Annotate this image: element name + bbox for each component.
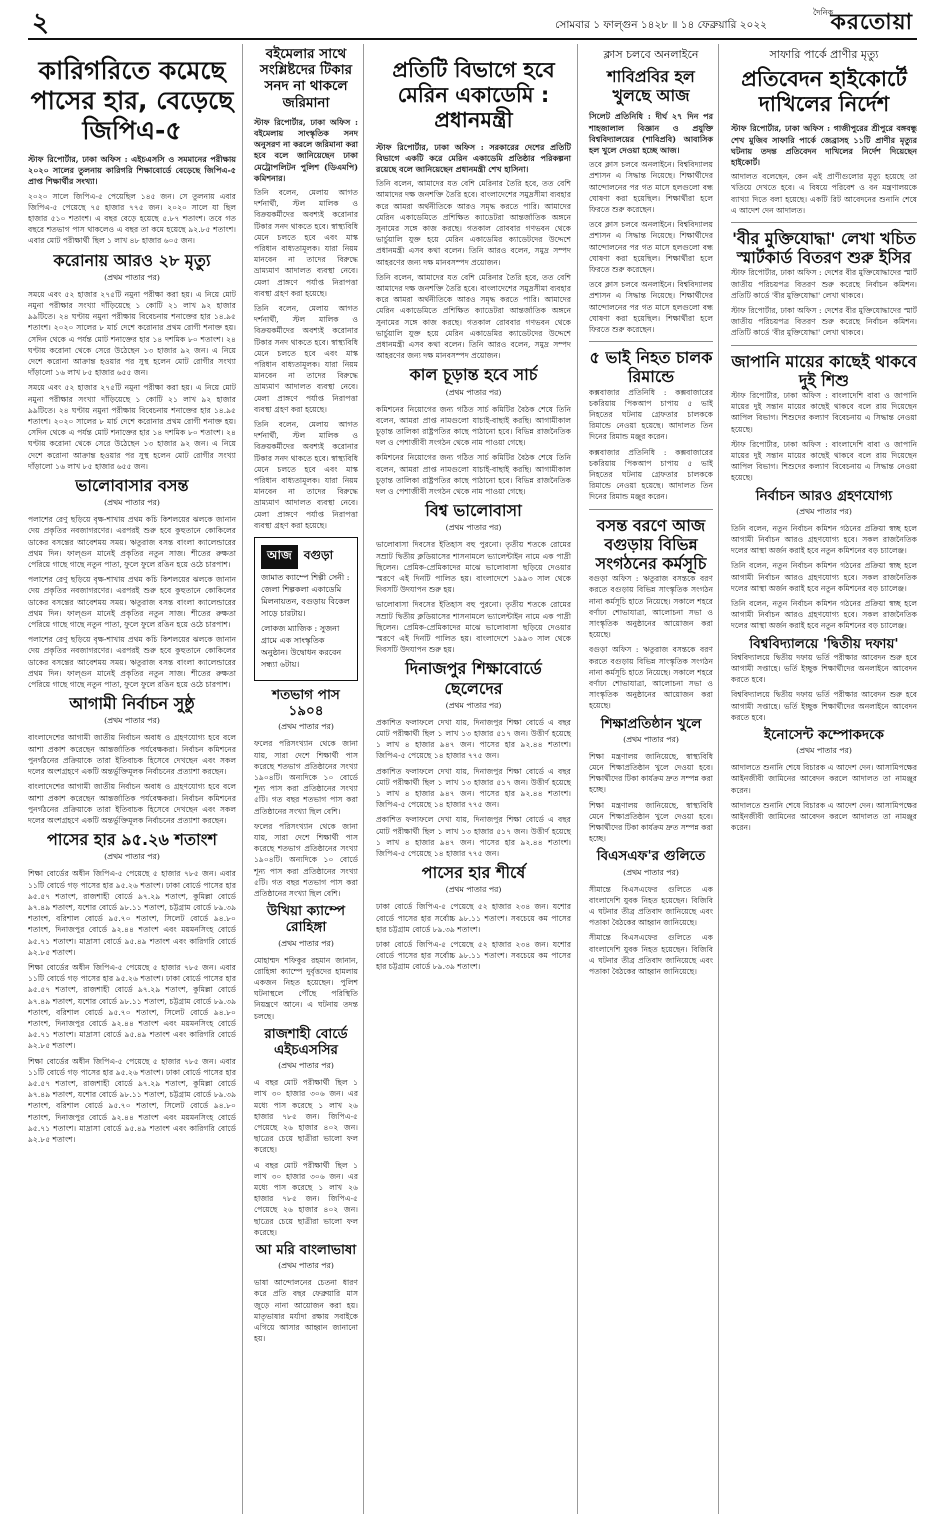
col1-sub1-note: (প্রথম পাতার পর): [104, 272, 160, 282]
col4-divider-2: [589, 509, 713, 510]
col1-body5: শিক্ষা বোর্ডের অধীন জিপিএ-৫ পেয়েছে ৫ হাজার ৭৮৫ জন। এবার ১১টি বোর্ডে গড় পাসের হার ৯৫.২৬ শতাংশ। ঢাকা বোর্ডে পাসের হার ৯৫.৫৭ শতাংশ, রাজশাহী বোর্ডে ৯৭.২৯ শতাংশ, কুমিল্লা বোর্ডে ৯৭.৪৯ শতাংশ, যশোর বোর্ডে ৯৮.১১ শতাংশ, চট্টগ্রাম বোর্ডে ৮৯.৩৯ শতাংশ, বরিশাল বোর্ডে ৯৫.৭০ শতাংশ, সিলেট বোর্ডে ৯৪.৮০ শতাংশ, দিনাজপুর বোর্ডে ৯২.৪৪ শতাংশ এবং ময়মনসিংহ বোর্ডে ৯৫.৭১ শতাংশ। মাদ্রাসা বোর্ডে ৯৫.৪৯ শতাংশ এবং কারিগরি বোর্ডে ৯২.৮৫ শতাংশ।: [28, 869, 236, 957]
col2-headline: বইমেলার সাথে সংশ্লিষ্টদের টিকার সনদ না থাকলে জরিমানা: [259, 46, 353, 111]
col3-sub3-note: (প্রথম পাতার পর): [445, 700, 502, 710]
masthead-small: দৈনিক: [813, 8, 834, 17]
col4-sub3: শিক্ষাপ্রতিষ্ঠান খুলে: [600, 715, 702, 732]
col2-sub3-note: (প্রথম পাতার পর): [278, 1061, 334, 1071]
col4-body4: শিক্ষা মন্ত্রণালয় জানিয়েছে, স্বাস্থ্যবিধি মেনে শিক্ষাপ্রতিষ্ঠান খুলে দেওয়া হবে। শিক্ষার্থীদের টিকা কার্যক্রম দ্রুত সম্পন্ন করা হচ্ছে।: [589, 751, 713, 795]
col3-body1b: তিনি বলেন, আমাদের যত বেশি মেরিনার তৈরি হবে, তত বেশি আমাদের দক্ষ জনশক্তি তৈরি হবে। বাংলাদেশের সমুদ্রসীমা ব্যবহার করে আমরা অর্থনীতিকে আরও সমৃদ্ধ করতে পারি। আমাদের মেরিন একাডেমিতে প্রশিক্ষিত ক্যাডেটরা আন্তর্জাতিক অঙ্গনে সুনামের সঙ্গে কাজ করছে। গতকাল রোববার গণভবন থেকে ভার্চুয়ালি যুক্ত হয়ে মেরিন একাডেমির ক্যাডেটদের উদ্দেশে প্রধানমন্ত্রী এসব কথা বলেন। তিনি আরও বলেন, সমুদ্র সম্পদ আহরণের জন্য দক্ষ মানবসম্পদ প্রয়োজন।: [376, 272, 571, 361]
col5-body1: আদালত বলেছেন, কেন এই প্রাণীগুলোর মৃত্যু হয়েছে তা খতিয়ে দেখতে হবে। এ বিষয়ে পরিবেশ ও বন মন্ত্রণালয়কে ব্যাখ্যা দিতে বলা হয়েছে। একটি রিট আবেদনের শুনানি শেষে এ আদেশ দেন আদালত।: [731, 172, 917, 215]
col5-body4b: তিনি বলেন, নতুন নির্বাচন কমিশন গঠনের প্রক্রিয়া স্বচ্ছ হলে আগামী নির্বাচন আরও গ্রহণযোগ্য হবে। সকল রাজনৈতিক দলের আস্থা অর্জন করাই হবে নতুন কমিশনের বড় চ্যালেঞ্জ।: [731, 561, 917, 593]
col1-sub4-note: (প্রথম পাতার পর): [104, 852, 160, 862]
col5-divider-1: [731, 222, 917, 223]
col1-body2: সময়ে এবং ৫২ হাজার ২৭৫টি নমুনা পরীক্ষা করা হয়। এ নিয়ে মোট নমুনা পরীক্ষার সংখ্যা দাঁড়িয়েছে ১ কোটি ২১ লাখ ৯২ হাজার ৯৯টিতে। ২৪ ঘণ্টায় নমুনা পরীক্ষায় বিবেচনায় শনাক্তের হার ১৪.৯৫ শতাংশ। ২০২০ সালের ৮ মার্চ দেশে করোনার প্রথম রোগী শনাক্ত হয়। সেদিন থেকে এ পর্যন্ত মোট শনাক্তের হার ১৪ দশমিক ৮০ শতাংশ। ২৪ ঘণ্টায় করোনা থেকে সেরে উঠেছেন ১৩ হাজার ৯২ জন। এ নিয়ে দেশে করোনা আক্রান্ত হওয়ার পর সুস্থ হলেন মোট রোগীর সংখ্যা দাঁড়ালো ১৬ লাখ ৮৫ হাজার ৬৫৫ জন।: [28, 289, 236, 378]
col3-sub2-note: (প্রথম পাতার পর): [445, 523, 502, 533]
col4-sub1: ৫ ভাই নিহত চালক রিমান্ডে: [589, 348, 713, 387]
col5-body6b: আদালতে শুনানি শেষে বিচারক এ আদেশ দেন। আসামিপক্ষের আইনজীবী জামিনের আবেদন করলে আদালত তা নামঞ্জুর করেন।: [731, 800, 917, 833]
col3-body3: ভালোবাসা দিবসের ইতিহাস বহু পুরনো। তৃতীয় শতকে রোমের সম্রাট দ্বিতীয় ক্লডিয়াসের শাসনামলে ভ্যালেন্টাইন নামে এক পাদ্রী ছিলেন। প্রেমিক-প্রেমিকাদের মাঝে ভালোবাসা ছড়িয়ে দেওয়ার স্মরণে এই দিনটি পালিত হয়। বাংলাদেশে ১৯৯৩ সাল থেকে দিবসটি উদযাপন শুরু হয়।: [376, 540, 571, 595]
col2-sub2: উখিয়া ক্যাম্পে রোহিঙ্গা: [266, 903, 346, 936]
col5-body2b: স্টাফ রিপোর্টার, ঢাকা অফিস : দেশের বীর মুক্তিযোদ্ধাদের স্মার্ট জাতীয় পরিচয়পত্র বিতরণ শুরু করেছে নির্বাচন কমিশন। প্রতিটি কার্ডে 'বীর মুক্তিযোদ্ধা' লেখা থাকবে।: [731, 305, 917, 338]
col1-lede: স্টাফ রিপোর্টার, ঢাকা অফিস : এইচএসসি ও সমমানের পরীক্ষায় ২০২০ সালের তুলনায় কারিগরি শিক্ষাবোর্ডে বেড়েছে জিপিএ-৫ প্রাপ্ত শিক্ষার্থীর সংখ্যা।: [28, 154, 236, 187]
col4-sub4-note: (প্রথম পাতার পর): [623, 867, 679, 877]
col3-sub4-note: (প্রথম পাতার পর): [445, 885, 502, 895]
col2-body4: এ বছর মোট পরীক্ষার্থী ছিল ১ লাখ ৩০ হাজার ৩০৬ জন। এর মধ্যে পাস করেছে ১ লাখ ২৬ হাজার ৭৮৫ জন। জিপিএ-৫ পেয়েছে ২৬ হাজার ৪০২ জন। ছাত্রের চেয়ে ছাত্রীরা ভালো ফল করেছে।: [254, 1078, 358, 1155]
col1-body4: বাংলাদেশের আগামী জাতীয় নির্বাচন অবাধ ও গ্রহণযোগ্য হবে বলে আশা প্রকাশ করেছেন আন্তর্জাতিক পর্যবেক্ষকরা। নির্বাচন কমিশনের পুনর্গঠনের প্রক্রিয়াকে তারা ইতিবাচক হিসেবে দেখছেন এবং সকল দলের অংশগ্রহণে একটি অন্তর্ভুক্তিমূলক নির্বাচনের প্রত্যাশা করছেন।: [28, 733, 236, 777]
col1-body4b: বাংলাদেশের আগামী জাতীয় নির্বাচন অবাধ ও গ্রহণযোগ্য হবে বলে আশা প্রকাশ করেছেন আন্তর্জাতিক পর্যবেক্ষকরা। নির্বাচন কমিশনের পুনর্গঠনের প্রক্রিয়াকে তারা ইতিবাচক হিসেবে দেখছেন এবং সকল দলের অংশগ্রহণে একটি অন্তর্ভুক্তিমূলক নির্বাচনের প্রত্যাশা করছেন।: [28, 782, 236, 825]
col4-body3b: বগুড়া অফিস : ঋতুরাজ বসন্তকে বরণ করতে বগুড়ায় বিভিন্ন সাংস্কৃতিক সংগঠন নানা কর্মসূচি হাতে নিয়েছে। সকালে শহরে বর্ণাঢ্য শোভাযাত্রা, আলোচনা সভা ও সাংস্কৃতিক অনুষ্ঠানের আয়োজন করা হয়েছে।: [589, 645, 713, 711]
col4-body4b: শিক্ষা মন্ত্রণালয় জানিয়েছে, স্বাস্থ্যবিধি মেনে শিক্ষাপ্রতিষ্ঠান খুলে দেওয়া হবে। শিক্ষার্থীদের টিকা কার্যক্রম দ্রুত সম্পন্ন করা হচ্ছে।: [589, 800, 713, 844]
col3-sub2: বিশ্ব ভালোবাসা: [425, 501, 522, 521]
col5-body3b: স্টাফ রিপোর্টার, ঢাকা অফিস : বাংলাদেশি বাবা ও জাপানি মায়ের দুই সন্তান মায়ের কাছেই থাকবে বলে রায় দিয়েছেন আপিল বিভাগ। শিশুদের কল্যাণ বিবেচনায় এ সিদ্ধান্ত নেওয়া হয়েছে।: [731, 439, 917, 483]
col4-body2b: কক্সবাজার প্রতিনিধি : কক্সবাজারের চকরিয়ায় পিকআপ চাপায় ৫ ভাই নিহতের ঘটনায় গ্রেফতার চালককে রিমান্ডে নেওয়া হয়েছে। আদালত তিন দিনের রিমান্ড মঞ্জুর করেন।: [589, 447, 713, 502]
col1-body5b: শিক্ষা বোর্ডের অধীন জিপিএ-৫ পেয়েছে ৫ হাজার ৭৮৫ জন। এবার ১১টি বোর্ডে গড় পাসের হার ৯৫.২৬ শতাংশ। ঢাকা বোর্ডে পাসের হার ৯৫.৫৭ শতাংশ, রাজশাহী বোর্ডে ৯৭.২৯ শতাংশ, কুমিল্লা বোর্ডে ৯৭.৪৯ শতাংশ, যশোর বোর্ডে ৯৮.১১ শতাংশ, চট্টগ্রাম বোর্ডে ৮৯.৩৯ শতাংশ, বরিশাল বোর্ডে ৯৫.৭০ শতাংশ, সিলেট বোর্ডে ৯৪.৮০ শতাংশ, দিনাজপুর বোর্ডে ৯২.৪৪ শতাংশ এবং ময়মনসিংহ বোর্ডে ৯৫.৭১ শতাংশ। মাদ্রাসা বোর্ডে ৯৫.৪৯ শতাংশ এবং কারিগরি বোর্ডে ৯২.৮৫ শতাংশ।: [28, 962, 236, 1051]
col1-sub2: ভালোবাসার বসন্ত: [75, 476, 189, 496]
col1-sub2-note: (প্রথম পাতার পর): [104, 498, 160, 508]
column-4: [584, 44, 719, 1514]
col4-body1c: তবে ক্লাস চলবে অনলাইনে। বিশ্ববিদ্যালয় প্রশাসন এ সিদ্ধান্ত নিয়েছে। শিক্ষার্থীদের আন্দোলনের পর গত মাসে হলগুলো বন্ধ ঘোষণা করা হয়েছিল। শিক্ষার্থীরা হলে ফিরতে শুরু করেছেন।: [589, 280, 713, 335]
col3-body2: কমিশনের নিয়োগের জন্য গঠিত সার্চ কমিটির বৈঠক শেষে তিনি বলেন, আমরা প্রাপ্ত নামগুলো যাচাই-বাছাই করছি। আগামীকাল চূড়ান্ত তালিকা রাষ্ট্রপতির কাছে পাঠানো হবে। বিভিন্ন রাজনৈতিক দল ও পেশাজীবী সংগঠন থেকে নাম পাওয়া গেছে।: [376, 404, 571, 448]
page-header: [28, 6, 917, 40]
col5-body6: আদালতে শুনানি শেষে বিচারক এ আদেশ দেন। আসামিপক্ষের আইনজীবী জামিনের আবেদন করলে আদালত তা নামঞ্জুর করেন।: [731, 763, 917, 795]
col3-body4b: প্রকাশিত ফলাফলে দেখা যায়, দিনাজপুর শিক্ষা বোর্ডে এ বছর মোট পরীক্ষার্থী ছিল ১ লাখ ১৩ হাজার ৫১৭ জন। উত্তীর্ণ হয়েছে ১ লাখ ৪ হাজার ৯৪৭ জন। পাসের হার ৯২.৪৪ শতাংশ। জিপিএ-৫ পেয়েছে ১৪ হাজার ৭৭৫ জন।: [376, 766, 571, 810]
col1-sub3-note: (প্রথম পাতার পর): [104, 716, 160, 726]
col1-sub1: করোনায় আরও ২৮ মৃত্যু: [53, 250, 211, 270]
col5-sub5-note: (প্রথম পাতার পর): [796, 746, 852, 756]
col1-sub3: আগামী নির্বাচন সুষ্ঠু: [69, 694, 195, 714]
col5-sub3: নির্বাচন আরও গ্রহণযোগ্য: [755, 487, 893, 504]
col5-body4c: তিনি বলেন, নতুন নির্বাচন কমিশন গঠনের প্রক্রিয়া স্বচ্ছ হলে আগামী নির্বাচন আরও গ্রহণযোগ্য হবে। সকল রাজনৈতিক দলের আস্থা অর্জন করাই হবে নতুন কমিশনের বড় চ্যালেঞ্জ।: [731, 599, 917, 631]
col2-lede: স্টাফ রিপোর্টার, ঢাকা অফিস : বইমেলায় সাংস্কৃতিক সনদ অনুসরণ না করলে জরিমানা করা হবে বলে জানিয়েছেন ঢাকা মেট্রোপলিটন পুলিশ (ডিএমপি) কমিশনার।: [254, 116, 358, 183]
col4-divider-1: [589, 341, 713, 342]
col4-body1b: তবে ক্লাস চলবে অনলাইনে। বিশ্ববিদ্যালয় প্রশাসন এ সিদ্ধান্ত নিয়েছে। শিক্ষার্থীদের আন্দোলনের পর গত মাসে হলগুলো বন্ধ ঘোষণা করা হয়েছিল। শিক্ষার্থীরা হলে ফিরতে শুরু করেছেন।: [589, 220, 713, 275]
col4-body2: কক্সবাজার প্রতিনিধি : কক্সবাজারের চকরিয়ায় পিকআপ চাপায় ৫ ভাই নিহতের ঘটনায় গ্রেফতার চালককে রিমান্ডে নেওয়া হয়েছে। আদালত তিন দিনের রিমান্ড মঞ্জুর করেন।: [589, 387, 713, 442]
col3-sub3: দিনাজপুর শিক্ষাবোর্ডে ছেলেদের: [405, 659, 542, 698]
col1-sub4: পাসের হার ৯৫.২৬ শতাংশ: [47, 830, 217, 850]
col5-sub5: ইনোসেন্ট কম্পোকদকে: [764, 727, 884, 744]
col2-sub2-note: (প্রথম পাতার পর): [278, 938, 334, 948]
col3-body4c: প্রকাশিত ফলাফলে দেখা যায়, দিনাজপুর শিক্ষা বোর্ডে এ বছর মোট পরীক্ষার্থী ছিল ১ লাখ ১৩ হাজার ৫১৭ জন। উত্তীর্ণ হয়েছে ১ লাখ ৪ হাজার ৯৪৭ জন। পাসের হার ৯২.৪৪ শতাংশ। জিপিএ-৫ পেয়েছে ১৪ হাজার ৭৭৫ জন।: [376, 815, 571, 859]
col2-body3: মোহাম্মদ শফিকুর রহমান জানান, রোহিঙ্গা ক্যাম্পে দুর্বৃত্তদের হামলায় একজন নিহত হয়েছেন। পুলিশ ঘটনাস্থলে পৌঁছে পরিস্থিতি নিয়ন্ত্রণে আনে। এ ঘটনায় তদন্ত চলছে।: [254, 955, 358, 1021]
col1-body2b: সময়ে এবং ৫২ হাজার ২৭৫টি নমুনা পরীক্ষা করা হয়। এ নিয়ে মোট নমুনা পরীক্ষার সংখ্যা দাঁড়িয়েছে ১ কোটি ২১ লাখ ৯২ হাজার ৯৯টিতে। ২৪ ঘণ্টায় নমুনা পরীক্ষায় বিবেচনায় শনাক্তের হার ১৪.৯৫ শতাংশ। ২০২০ সালের ৮ মার্চ দেশে করোনার প্রথম রোগী শনাক্ত হয়। সেদিন থেকে এ পর্যন্ত মোট শনাক্তের হার ১৪ দশমিক ৮০ শতাংশ। ২৪ ঘণ্টায় করোনা থেকে সেরে উঠেছেন ১৩ হাজার ৯২ জন। এ নিয়ে দেশে করোনা আক্রান্ত হওয়ার পর সুস্থ হলেন মোট রোগীর সংখ্যা দাঁড়ালো ১৬ লাখ ৮৫ হাজার ৬৫৫ জন।: [28, 383, 236, 471]
masthead-name: করতোয়া: [830, 10, 913, 35]
col2-body1: তিনি বলেন, মেলায় আগত দর্শনার্থী, স্টল মালিক ও বিক্রয়কর্মীদের অবশ্যই করোনার টিকার সনদ থাকতে হবে। স্বাস্থ্যবিধি মেনে চলতে হবে এবং মাস্ক পরিধান বাধ্যতামূলক। যারা নিয়ম মানবেন না তাদের বিরুদ্ধে ভ্রাম্যমাণ আদালত ব্যবস্থা নেবে। মেলা প্রাঙ্গণে পর্যাপ্ত নিরাপত্তা ব্যবস্থা গ্রহণ করা হয়েছে।: [254, 187, 358, 298]
col2-sub4: আ মরি বাংলাভাষা: [255, 1242, 357, 1259]
col2-body1c: তিনি বলেন, মেলায় আগত দর্শনার্থী, স্টল মালিক ও বিক্রয়কর্মীদের অবশ্যই করোনার টিকার সনদ থাকতে হবে। স্বাস্থ্যবিধি মেনে চলতে হবে এবং মাস্ক পরিধান বাধ্যতামূলক। যারা নিয়ম মানবেন না তাদের বিরুদ্ধে ভ্রাম্যমাণ আদালত ব্যবস্থা নেবে। মেলা প্রাঙ্গণে পর্যাপ্ত নিরাপত্তা ব্যবস্থা গ্রহণ করা হয়েছে।: [254, 420, 358, 530]
col4-headline: শাবিপ্রবির হল খুলছে আজ: [607, 67, 695, 106]
col4-sub3-note: (প্রথম পাতার পর): [623, 734, 679, 744]
col3-body3b: ভালোবাসা দিবসের ইতিহাস বহু পুরনো। তৃতীয় শতকে রোমের সম্রাট দ্বিতীয় ক্লডিয়াসের শাসনামলে ভ্যালেন্টাইন নামে এক পাদ্রী ছিলেন। প্রেমিক-প্রেমিকাদের মাঝে ভালোবাসা ছড়িয়ে দেওয়ার স্মরণে এই দিনটি পালিত হয়। বাংলাদেশে ১৯৯৩ সাল থেকে দিবসটি উদযাপন শুরু হয়।: [376, 600, 571, 655]
col5-body4: তিনি বলেন, নতুন নির্বাচন কমিশন গঠনের প্রক্রিয়া স্বচ্ছ হলে আগামী নির্বাচন আরও গ্রহণযোগ্য হবে। সকল রাজনৈতিক দলের আস্থা অর্জন করাই হবে নতুন কমিশনের বড় চ্যালেঞ্জ।: [731, 523, 917, 556]
col3-sub1-note: (প্রথম পাতার পর): [445, 387, 502, 397]
page-number: ২: [32, 8, 49, 38]
col2-body5: ভাষা আন্দোলনের চেতনা ধারণ করে প্রতি বছর ফেব্রুয়ারি মাস জুড়ে নানা আয়োজন করা হয়। মাতৃভাষার মর্যাদা রক্ষায় সবাইকে এগিয়ে আসার আহ্বান জানানো হয়।: [254, 1278, 358, 1344]
today-box-title: বগুড়া: [303, 548, 334, 563]
column-1: [28, 44, 243, 1514]
col2-body1b: তিনি বলেন, মেলায় আগত দর্শনার্থী, স্টল মালিক ও বিক্রয়কর্মীদের অবশ্যই করোনার টিকার সনদ থাকতে হবে। স্বাস্থ্যবিধি মেনে চলতে হবে এবং মাস্ক পরিধান বাধ্যতামূলক। যারা নিয়ম মানবেন না তাদের বিরুদ্ধে ভ্রাম্যমাণ আদালত ব্যবস্থা নেবে। মেলা প্রাঙ্গণে পর্যাপ্ত নিরাপত্তা ব্যবস্থা গ্রহণ করা হয়েছে।: [254, 304, 358, 414]
col1-body5c: শিক্ষা বোর্ডের অধীন জিপিএ-৫ পেয়েছে ৫ হাজার ৭৮৫ জন। এবার ১১টি বোর্ডে গড় পাসের হার ৯৫.২৬ শতাংশ। ঢাকা বোর্ডে পাসের হার ৯৫.৫৭ শতাংশ, রাজশাহী বোর্ডে ৯৭.২৯ শতাংশ, কুমিল্লা বোর্ডে ৯৭.৪৯ শতাংশ, যশোর বোর্ডে ৯৮.১১ শতাংশ, চট্টগ্রাম বোর্ডে ৮৯.৩৯ শতাংশ, বরিশাল বোর্ডে ৯৫.৭০ শতাংশ, সিলেট বোর্ডে ৯৪.৮০ শতাংশ, দিনাজপুর বোর্ডে ৯২.৪৪ শতাংশ এবং ময়মনসিংহ বোর্ডে ৯৫.৭১ শতাংশ। মাদ্রাসা বোর্ডে ৯৫.৪৯ শতাংশ এবং কারিগরি বোর্ডে ৯২.৮৫ শতাংশ।: [28, 1056, 236, 1144]
column-2: [249, 44, 364, 1514]
col3-body5b: ঢাকা বোর্ডে জিপিএ-৫ পেয়েছে ৫২ হাজার ২৩৪ জন। যশোর বোর্ডে পাসের হার সর্বোচ্চ ৯৮.১১ শতাংশ। সবচেয়ে কম পাসের হার চট্টগ্রাম বোর্ডে ৮৯.৩৯ শতাংশ।: [376, 940, 571, 972]
col1-body3c: পলাশের রেণু ছড়িয়ে বৃক্ষ-শাখায় প্রথম কচি কিশলয়ের ঝলকে জানান দেয় প্রকৃতির নবজাগরণের। এরপরই শুরু হবে কুহুতানে কোকিলের ডাকের বসন্তের আবেশময় সময়। ঋতুরাজ বসন্ত বাংলা ক্যালেন্ডারের প্রথম দিন। ফাল্গুন মানেই প্রকৃতির নতুন সাজ। শীতের রুক্ষতা পেরিয়ে গাছে গাছে নতুন পাতা, ফুলে ফুলে রঙিন হয়ে ওঠে চারপাশ।: [28, 635, 236, 690]
col5-body5: বিশ্ববিদ্যালয়ে দ্বিতীয় দফায় ভর্তি পরীক্ষার আবেদন শুরু হবে আগামী সপ্তাহে। ভর্তি ইচ্ছুক শিক্ষার্থীদের অনলাইনে আবেদন করতে হবে।: [731, 652, 917, 685]
col5-body3: স্টাফ রিপোর্টার, ঢাকা অফিস : বাংলাদেশি বাবা ও জাপানি মায়ের দুই সন্তান মায়ের কাছেই থাকবে বলে রায় দিয়েছেন আপিল বিভাগ। শিশুদের কল্যাণ বিবেচনায় এ সিদ্ধান্ত নেওয়া হয়েছে।: [731, 390, 917, 434]
col5-sub2: জাপানি মায়ের কাছেই থাকবে দুই শিশু: [731, 351, 917, 390]
col5-headline: প্রতিবেদন হাইকোর্টে দাখিলের নির্দেশ: [741, 67, 907, 117]
col4-sub4: বিএসএফ'র গুলিতে: [596, 848, 706, 865]
col3-body5: ঢাকা বোর্ডে জিপিএ-৫ পেয়েছে ৫২ হাজার ২৩৪ জন। যশোর বোর্ডে পাসের হার সর্বোচ্চ ৯৮.১১ শতাংশ। সবচেয়ে কম পাসের হার চট্টগ্রাম বোর্ডে ৮৯.৩৯ শতাংশ।: [376, 902, 571, 934]
date-line: সোমবার ১ ফাল্গুন ১৪২৮ ॥ ১৪ ফেব্রুয়ারি ২০২২: [555, 19, 767, 31]
col3-lede: স্টাফ রিপোর্টার, ঢাকা অফিস : সরকারের দেশের প্রতিটি বিভাগে একটি করে মেরিন একাডেমি প্রতিষ্ঠার পরিকল্পনা রয়েছে বলে জানিয়েছেন প্রধানমন্ত্রী শেখ হাসিনা।: [376, 141, 571, 174]
col3-sub4: পাসের হার শীর্ষে: [421, 863, 526, 883]
col3-headline: প্রতিটি বিভাগে হবে মেরিন একাডেমি : প্রধানমন্ত্রী: [392, 58, 555, 133]
today-box-line1: জামাত ক্যাম্পে শিল্পী সেনী : জেলা শিল্পকলা একাডেমি মিলনায়তন, বগুড়ায় বিকেল সাড়ে চারটায়।: [261, 573, 350, 619]
col3-body2b: কমিশনের নিয়োগের জন্য গঠিত সার্চ কমিটির বৈঠক শেষে তিনি বলেন, আমরা প্রাপ্ত নামগুলো যাচাই-বাছাই করছি। আগামীকাল চূড়ান্ত তালিকা রাষ্ট্রপতির কাছে পাঠানো হবে। বিভিন্ন রাজনৈতিক দল ও পেশাজীবী সংগঠন থেকে নাম পাওয়া গেছে।: [376, 453, 571, 497]
col4-body1: তবে ক্লাস চলবে অনলাইনে। বিশ্ববিদ্যালয় প্রশাসন এ সিদ্ধান্ত নিয়েছে। শিক্ষার্থীদের আন্দোলনের পর গত মাসে হলগুলো বন্ধ ঘোষণা করা হয়েছিল। শিক্ষার্থীরা হলে ফিরতে শুরু করেছেন।: [589, 160, 713, 214]
col4-lede: সিলেট প্রতিনিধি : দীর্ঘ ২৭ দিন পর শাহজালাল বিজ্ঞান ও প্রযুক্তি বিশ্ববিদ্যালয়ের (শাবিপ্রবি) আবাসিক হল খুলে দেওয়া হচ্ছে আজ।: [589, 111, 713, 155]
col5-sub4: বিশ্ববিদ্যালয়ে 'দ্বিতীয় দফায়': [749, 635, 899, 652]
column-5: [725, 44, 917, 1514]
col2-body4b: এ বছর মোট পরীক্ষার্থী ছিল ১ লাখ ৩০ হাজার ৩০৬ জন। এর মধ্যে পাস করেছে ১ লাখ ২৬ হাজার ৭৮৫ জন। জিপিএ-৫ পেয়েছে ২৬ হাজার ৪০২ জন। ছাত্রের চেয়ে ছাত্রীরা ভালো ফল করেছে।: [254, 1160, 358, 1237]
col4-sub2: বসন্ত বরণে আজ বগুড়ায় বিভিন্ন সংগঠনের কর্মসূচি: [595, 515, 707, 574]
col2-sub3: রাজশাহী বোর্ডে এইচএসসির: [264, 1025, 348, 1059]
col1-body3: পলাশের রেণু ছড়িয়ে বৃক্ষ-শাখায় প্রথম কচি কিশলয়ের ঝলকে জানান দেয় প্রকৃতির নবজাগরণের। এরপরই শুরু হবে কুহুতানে কোকিলের ডাকের বসন্তের আবেশময় সময়। ঋতুরাজ বসন্ত বাংলা ক্যালেন্ডারের প্রথম দিন। ফাল্গুন মানেই প্রকৃতির নতুন সাজ। শীতের রুক্ষতা পেরিয়ে গাছে গাছে নতুন পাতা, ফুলে ফুলে রঙিন হয়ে ওঠে চারপাশ।: [28, 515, 236, 570]
col2-sub1-note: (প্রথম পাতার পর): [278, 722, 334, 732]
col5-kicker: সাফারি পার্কে প্রাণীর মৃত্যু: [769, 48, 879, 61]
col3-sub1: কাল চূড়ান্ত হবে সার্চ: [409, 365, 538, 385]
col1-body3b: পলাশের রেণু ছড়িয়ে বৃক্ষ-শাখায় প্রথম কচি কিশলয়ের ঝলকে জানান দেয় প্রকৃতির নবজাগরণের। এরপরই শুরু হবে কুহুতানে কোকিলের ডাকের বসন্তের আবেশময় সময়। ঋতুরাজ বসন্ত বাংলা ক্যালেন্ডারের প্রথম দিন। ফাল্গুন মানেই প্রকৃতির নতুন সাজ। শীতের রুক্ষতা পেরিয়ে গাছে গাছে নতুন পাতা, ফুলে ফুলে রঙিন হয়ে ওঠে চারপাশ।: [28, 575, 236, 630]
col2-sub1: শতভাগ পাস ১৯০৪: [272, 687, 340, 720]
col5-body2: স্টাফ রিপোর্টার, ঢাকা অফিস : দেশের বীর মুক্তিযোদ্ধাদের স্মার্ট জাতীয় পরিচয়পত্র বিতরণ শুরু করেছে নির্বাচন কমিশন। প্রতিটি কার্ডে 'বীর মুক্তিযোদ্ধা' লেখা থাকবে।: [731, 268, 917, 300]
col4-body5b: সীমান্তে বিএসএফের গুলিতে এক বাংলাদেশি যুবক নিহত হয়েছেন। বিজিবি এ ঘটনার তীব্র প্রতিবাদ জানিয়েছে এবং পতাকা বৈঠকের আহ্বান জানিয়েছে।: [589, 933, 713, 977]
today-events-box: [254, 537, 358, 681]
col5-sub1: 'বীর মুক্তিযোদ্ধা' লেখা খচিত স্মার্টকার্ড বিতরণ শুরু ইসির: [732, 229, 916, 268]
col1-headline: কারিগরিতে কমেছে পাসের হার, বেড়েছে জিপিএ-৫: [30, 56, 234, 145]
col2-body2: ফলের পরিসংখ্যান থেকে জানা যায়, সারা দেশে শিক্ষার্থী পাস করেছে শতভাগ প্রতিষ্ঠানের সংখ্যা ১৯০৪টি। অন্যদিকে ১০ বোর্ডে শূন্য পাস করা প্রতিষ্ঠানের সংখ্যা ৫টি। গত বছর শতভাগ পাস করা প্রতিষ্ঠানের সংখ্যা ছিল বেশি।: [254, 739, 358, 816]
col2-body2b: ফলের পরিসংখ্যান থেকে জানা যায়, সারা দেশে শিক্ষার্থী পাস করেছে শতভাগ প্রতিষ্ঠানের সংখ্যা ১৯০৪টি। অন্যদিকে ১০ বোর্ডে শূন্য পাস করা প্রতিষ্ঠানের সংখ্যা ৫টি। গত বছর শতভাগ পাস করা প্রতিষ্ঠানের সংখ্যা ছিল বেশি।: [254, 821, 358, 899]
today-box-line2: লোকজ ম্যাজিক : সুজনা গ্রামে এক সাংস্কৃতিক অনুষ্ঠান। উদ্বোধন করবেন সন্ধ্যা ৬টায়।: [261, 624, 342, 670]
col4-body3: বগুড়া অফিস : ঋতুরাজ বসন্তকে বরণ করতে বগুড়ায় বিভিন্ন সাংস্কৃতিক সংগঠন নানা কর্মসূচি হাতে নিয়েছে। সকালে শহরে বর্ণাঢ্য শোভাযাত্রা, আলোচনা সভা ও সাংস্কৃতিক অনুষ্ঠানের আয়োজন করা হয়েছে।: [589, 574, 713, 640]
col3-body1: তিনি বলেন, আমাদের যত বেশি মেরিনার তৈরি হবে, তত বেশি আমাদের দক্ষ জনশক্তি তৈরি হবে। বাংলাদেশের সমুদ্রসীমা ব্যবহার করে আমরা অর্থনীতিকে আরও সমৃদ্ধ করতে পারি। আমাদের মেরিন একাডেমিতে প্রশিক্ষিত ক্যাডেটরা আন্তর্জাতিক অঙ্গনে সুনামের সঙ্গে কাজ করছে। গতকাল রোববার গণভবন থেকে ভার্চুয়ালি যুক্ত হয়ে মেরিন একাডেমির ক্যাডেটদের উদ্দেশে প্রধানমন্ত্রী এসব কথা বলেন। তিনি আরও বলেন, সমুদ্র সম্পদ আহরণের জন্য দক্ষ মানবসম্পদ প্রয়োজন।: [376, 179, 571, 267]
col2-sub4-note: (প্রথম পাতার পর): [278, 1261, 334, 1271]
col5-lede: স্টাফ রিপোর্টার, ঢাকা অফিস : গাজীপুরের শ্রীপুরে বঙ্গবন্ধু শেখ মুজিব সাফারি পার্কে জেব্রাসহ ১১টি প্রাণীর মৃত্যুর ঘটনায় তদন্ত প্রতিবেদন দাখিলের নির্দেশ দিয়েছেন হাইকোর্ট।: [731, 123, 917, 167]
column-3: [370, 44, 578, 1514]
col4-kicker: ক্লাস চলবে অনলাইনে: [603, 48, 699, 61]
col3-body4: প্রকাশিত ফলাফলে দেখা যায়, দিনাজপুর শিক্ষা বোর্ডে এ বছর মোট পরীক্ষার্থী ছিল ১ লাখ ১৩ হাজার ৫১৭ জন। উত্তীর্ণ হয়েছে ১ লাখ ৪ হাজার ৯৪৭ জন। পাসের হার ৯২.৪৪ শতাংশ। জিপিএ-৫ পেয়েছে ১৪ হাজার ৭৭৫ জন।: [376, 717, 571, 761]
col1-body1: ২০২০ সালে জিপিএ-৫ পেয়েছিল ১৪৫ জন। সে তুলনায় এবার জিপিএ-৫ পেয়েছে ৭৫ হাজার ৭৭৫ জন। ২০২০ সালে যা ছিল হাজার ৫১০ শতাংশ। এ বছর বেড়ে হয়েছে ৫.৮৭ শতাংশ। তবে গত বছরে শতভাগ পাস থাকলেও এ বছর তা কমে হয়েছে ৯২.৮৫ শতাংশ। এবার মোট পরীক্ষার্থী ছিল ১ লাখ ৪৮ হাজার ৬০৫ জন।: [28, 191, 236, 246]
col5-sub3-note: (প্রথম পাতার পর): [796, 506, 852, 516]
col4-body5: সীমান্তে বিএসএফের গুলিতে এক বাংলাদেশি যুবক নিহত হয়েছেন। বিজিবি এ ঘটনার তীব্র প্রতিবাদ জানিয়েছে এবং পতাকা বৈঠকের আহ্বান জানিয়েছে।: [589, 884, 713, 928]
col5-body5b: বিশ্ববিদ্যালয়ে দ্বিতীয় দফায় ভর্তি পরীক্ষার আবেদন শুরু হবে আগামী সপ্তাহে। ভর্তি ইচ্ছুক শিক্ষার্থীদের অনলাইনে আবেদন করতে হবে।: [731, 690, 917, 722]
today-box-label: আজ: [261, 545, 298, 569]
masthead-logo: [783, 8, 913, 38]
col5-divider-2: [731, 345, 917, 346]
